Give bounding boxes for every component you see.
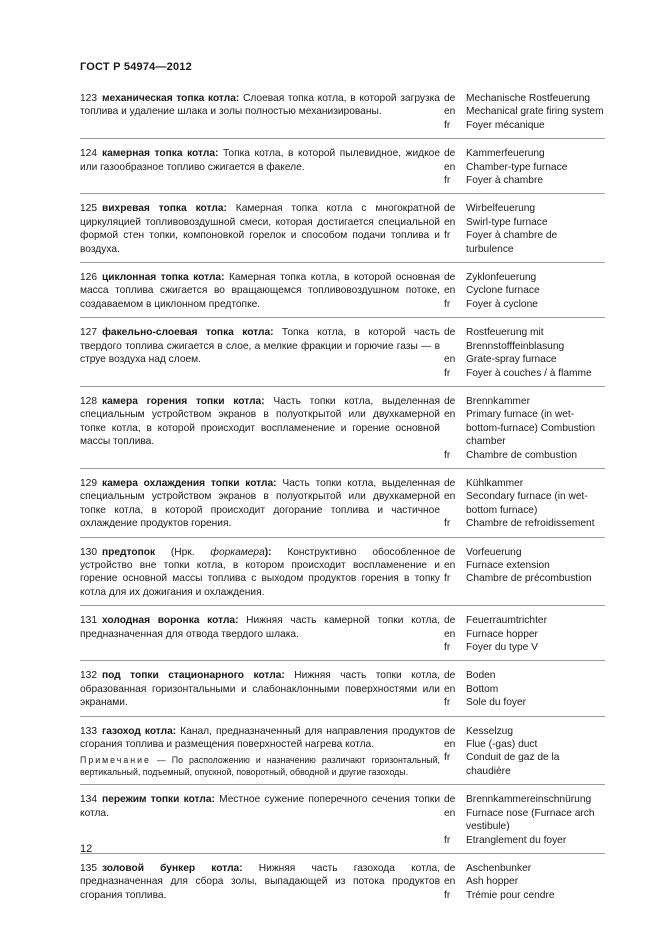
definition <box>80 395 440 462</box>
note-text: — По расположению и назначению различают горизонтальный, вертикальный, подъемный, опускной, поворотный, обводной и другие газоходы. <box>80 755 440 777</box>
term-entry <box>80 669 605 716</box>
translation-text: Foyer du type V <box>466 642 538 653</box>
translation-text: Brennkammereinschnürung <box>466 794 592 806</box>
language-code: fr <box>444 642 451 653</box>
language-code: de <box>444 670 456 682</box>
language-code: de <box>444 272 456 284</box>
term-abbr-prefix: (Нрк. <box>155 546 211 558</box>
translation <box>444 572 605 585</box>
translation <box>444 546 605 559</box>
term-entry <box>80 326 605 387</box>
language-code: de <box>444 794 456 806</box>
translation-text: Rostfeuerung mit Brennstofffeinblasung <box>466 327 565 352</box>
language-code: en <box>444 409 456 421</box>
translations <box>444 546 605 600</box>
translation-text: Vorfeuerung <box>466 546 522 558</box>
translation-text: Secondary furnace (in wet-bottom furnace) <box>466 491 588 516</box>
term-number: 127 <box>80 327 97 339</box>
language-code: fr <box>444 697 451 709</box>
term-entry <box>80 546 605 607</box>
translation <box>444 875 605 888</box>
term-entry <box>80 271 605 318</box>
term-name: пережим топки котла: <box>102 794 215 806</box>
language-code: de <box>444 203 456 215</box>
language-code: en <box>444 876 456 888</box>
translation <box>444 490 605 517</box>
translation <box>444 395 605 408</box>
translation <box>444 614 605 627</box>
translation-text: Swirl-type furnace <box>466 216 548 228</box>
translation <box>444 696 605 709</box>
translation-text: Grate-spray furnace <box>466 354 557 366</box>
language-code: fr <box>444 573 451 585</box>
term-number: 125 <box>80 203 97 215</box>
language-code: en <box>444 739 456 751</box>
document-header: ГОСТ Р 54974—2012 <box>80 61 192 73</box>
language-code: fr <box>444 230 451 242</box>
term-name: газоход котла: <box>102 725 177 737</box>
translation-text: Chambre de combustion <box>466 449 577 461</box>
definition <box>80 669 440 709</box>
translations <box>444 862 605 902</box>
language-code: fr <box>444 889 451 901</box>
translation <box>444 92 605 105</box>
definition-text: Нижняя часть камерной топки котла, предназначенная для отвода твердого шлака. <box>80 615 440 640</box>
language-code: fr <box>444 367 451 379</box>
language-code: fr <box>444 518 451 530</box>
translation-text: Kammerfeuerung <box>466 148 545 160</box>
translation-text: Trémie pour cendre <box>466 889 555 901</box>
translation <box>444 889 605 902</box>
definition <box>80 862 440 902</box>
translation <box>444 174 605 187</box>
translation <box>444 628 605 641</box>
term-name: факельно-слоевая топка котла: <box>102 327 274 339</box>
translation-text: Cyclone furnace <box>466 285 540 297</box>
translation <box>444 683 605 696</box>
translation <box>444 326 605 353</box>
language-code: fr <box>444 119 451 131</box>
term-entry <box>80 477 605 538</box>
language-code: de <box>444 863 456 875</box>
translations <box>444 202 605 256</box>
translations <box>444 793 605 847</box>
translation <box>444 641 605 654</box>
definition-text: Слоевая топка котла, в которой загрузка топлива и удаление шлака и золы полностью механизированы. <box>80 93 440 118</box>
translations <box>444 92 605 132</box>
translation <box>444 216 605 229</box>
translation-text: Brennkammer <box>466 395 530 407</box>
translations <box>444 147 605 187</box>
language-code: en <box>444 285 456 297</box>
term-name: под топки стационарного котла: <box>102 670 285 682</box>
translation-text: Boden <box>466 670 496 682</box>
translation <box>444 793 605 806</box>
translations <box>444 326 605 380</box>
terms-list <box>80 92 605 916</box>
translation <box>444 161 605 174</box>
language-code: de <box>444 477 456 489</box>
term-entry <box>80 147 605 194</box>
translations <box>444 725 605 779</box>
definition-text: Местное сужение поперечного сечения топки котла. <box>80 794 441 819</box>
language-code: fr <box>444 834 451 846</box>
translation <box>444 353 605 366</box>
definition-text: Камерная топка котла с многократной циркуляцией топливовоздушной смеси, которая достигается специальной формой стен топки, компоновкой горелок и способом подачи топлива и воздуха. <box>80 203 440 255</box>
translation <box>444 202 605 215</box>
definition-text: Камерная топка котла, в которой основная масса топлива сжигается во вращающемся топливовоздушном потоке, создаваемом в циклонном предтопке. <box>80 272 441 310</box>
term-name: камера охлаждения топки котла: <box>102 477 277 489</box>
definition-text: Нижняя часть топки котла, образованная горизонтальными и слабонаклонными поверхностями или экранами. <box>80 670 440 709</box>
translation-text: Furnace hopper <box>466 628 538 640</box>
translation <box>444 449 605 462</box>
translation-text: Ash hopper <box>466 876 519 888</box>
definition-text: Канал, предназначенный для направления продуктов сгорания топлива и размещения поверхностей нагрева котла. <box>80 725 440 751</box>
translation-text: Foyer à cyclone <box>466 298 538 310</box>
language-code: en <box>444 628 456 640</box>
term-number: 132 <box>80 670 97 682</box>
translation <box>444 517 605 530</box>
term-number: 131 <box>80 615 97 627</box>
term-entry <box>80 793 605 854</box>
term-abbr: форкамера <box>210 546 265 558</box>
translation <box>444 669 605 682</box>
translation <box>444 751 605 778</box>
definition <box>80 793 440 847</box>
language-code: en <box>444 683 456 695</box>
translation-text: Furnace extension <box>466 559 550 571</box>
term-entry <box>80 725 605 786</box>
translations <box>444 614 605 654</box>
term-name: холодная воронка котла: <box>102 615 239 627</box>
term-entry <box>80 92 605 139</box>
translation-text: Zyklonfeuerung <box>466 272 537 284</box>
language-code: en <box>444 354 456 366</box>
translation-text: Bottom <box>466 683 499 695</box>
language-code: de <box>444 546 456 558</box>
definition <box>80 326 440 380</box>
translation <box>444 738 605 751</box>
language-code: fr <box>444 298 451 310</box>
term-number: 128 <box>80 395 97 407</box>
translation-text: Sole du foyer <box>466 697 527 709</box>
translation-text: Conduit de gaz de la chaudière <box>466 752 560 777</box>
translation-text: Kühlkammer <box>466 477 524 489</box>
translation <box>444 271 605 284</box>
language-code: de <box>444 148 456 160</box>
term-number: 124 <box>80 148 97 160</box>
translation <box>444 862 605 875</box>
term-number: 135 <box>80 863 97 875</box>
translation-text: Chambre de précombustion <box>466 573 592 585</box>
language-code: de <box>444 725 456 737</box>
language-code: de <box>444 93 456 104</box>
translation-text: Foyer à couches / à flamme <box>466 367 592 379</box>
language-code: en <box>444 559 456 571</box>
translation-text: Chamber-type furnace <box>466 161 568 173</box>
translation-text: Etranglement du foyer <box>466 834 567 846</box>
translation-text: Feuerraumtrichter <box>466 615 547 627</box>
translation-text: Mechanische Rostfeuerung <box>466 93 591 104</box>
definition <box>80 614 440 654</box>
language-code: de <box>444 327 456 339</box>
translation-text: Foyer à chambre <box>466 175 544 187</box>
translation <box>444 105 605 118</box>
term-name: циклонная топка котла: <box>102 272 225 284</box>
language-code: en <box>444 807 456 819</box>
translation-text: Primary furnace (in wet-bottom-furnace) Combustion chamber <box>466 409 596 448</box>
definition <box>80 92 440 132</box>
definition <box>80 271 440 311</box>
definition-text: Топка котла, в которой часть твердого топлива сжигается в слое, а мелкие фракции и горючие газы — в струе воздуха над слоем. <box>80 327 440 366</box>
term-abbr-suffix: ): <box>264 546 272 558</box>
translation <box>444 229 605 256</box>
term-name: золовой бункер котла: <box>102 863 243 875</box>
definition <box>80 725 440 779</box>
term-name: механическая топка котла: <box>102 93 240 104</box>
language-code: fr <box>444 752 451 764</box>
translation-text: Wirbelfeuerung <box>466 203 536 215</box>
page-number: 12 <box>80 843 93 855</box>
definition-text: Нижняя часть газохода котла, предназначенная для сбора золы, выпадающей из потока продуктов сгорания топлива. <box>80 863 440 901</box>
definition-text: Часть топки котла, выделенная специальным устройством экранов в полуоткрытой или двухкамерной топке котла, в которой происходит догорание топлива и частичное охлаждение продуктов горения. <box>80 477 440 530</box>
translation <box>444 298 605 311</box>
definition-text: Конструктивно обособленное устройство вне топки котла, в котором происходит воспламенение и горение основной массы топлива с выходом продуктов горения в топку котла для их дожигания и охлаждения. <box>80 546 440 598</box>
language-code: fr <box>444 175 451 187</box>
translation <box>444 408 605 448</box>
definition-text: Топка котла, в которой пылевидное, жидкое или газообразное топливо сжигается в факеле. <box>80 148 440 173</box>
term-number: 123 <box>80 93 97 104</box>
translation-text: Mechanical grate firing system <box>466 106 604 118</box>
language-code: en <box>444 161 456 173</box>
translation-text: Flue (-gas) duct <box>466 739 538 751</box>
language-code: fr <box>444 449 451 461</box>
translation <box>444 477 605 490</box>
definition <box>80 546 440 600</box>
translation <box>444 147 605 160</box>
term-name: камера горения топки котла: <box>102 395 265 407</box>
term-entry <box>80 614 605 661</box>
term-entry <box>80 395 605 469</box>
translations <box>444 669 605 709</box>
language-code: de <box>444 615 456 627</box>
definition <box>80 147 440 187</box>
translation-text: Chambre de refroidissement <box>466 518 595 530</box>
term-number: 126 <box>80 272 97 284</box>
term-entry <box>80 202 605 263</box>
translation <box>444 367 605 380</box>
language-code: de <box>444 395 456 407</box>
language-code: en <box>444 106 456 118</box>
term-number: 129 <box>80 477 97 489</box>
term-entry <box>80 862 605 908</box>
term-number: 130 <box>80 546 97 558</box>
translation-text: Foyer mécanique <box>466 119 545 131</box>
term-number: 134 <box>80 794 97 806</box>
translation <box>444 559 605 572</box>
language-code: en <box>444 216 456 228</box>
definition <box>80 477 440 531</box>
translation <box>444 807 605 834</box>
translation-text: Aschenbunker <box>466 863 532 875</box>
term-number: 133 <box>80 725 97 737</box>
language-code: en <box>444 491 456 503</box>
translation <box>444 834 605 847</box>
translations <box>444 395 605 462</box>
note-label: Примечание <box>80 755 151 766</box>
translation <box>444 725 605 738</box>
note <box>80 755 440 778</box>
translation <box>444 119 605 132</box>
definition-text: Часть топки котла, выделенная специальным устройством экранов в полуоткрытой или двухкамерной топке котла, в которой происходит воспламенение и горение основной массы топлива. <box>80 395 440 448</box>
translation <box>444 284 605 297</box>
translation-text: Kesselzug <box>466 725 514 737</box>
definition <box>80 202 440 256</box>
translation-text: Foyer à chambre de turbulence <box>466 230 558 255</box>
term-name: вихревая топка котла: <box>102 203 227 215</box>
translations <box>444 271 605 311</box>
translation-text: Furnace nose (Furnace arch vestibule) <box>466 807 595 833</box>
translations <box>444 477 605 531</box>
term-name: камерная топка котла: <box>102 148 219 160</box>
term-name: предтопок <box>102 546 156 558</box>
